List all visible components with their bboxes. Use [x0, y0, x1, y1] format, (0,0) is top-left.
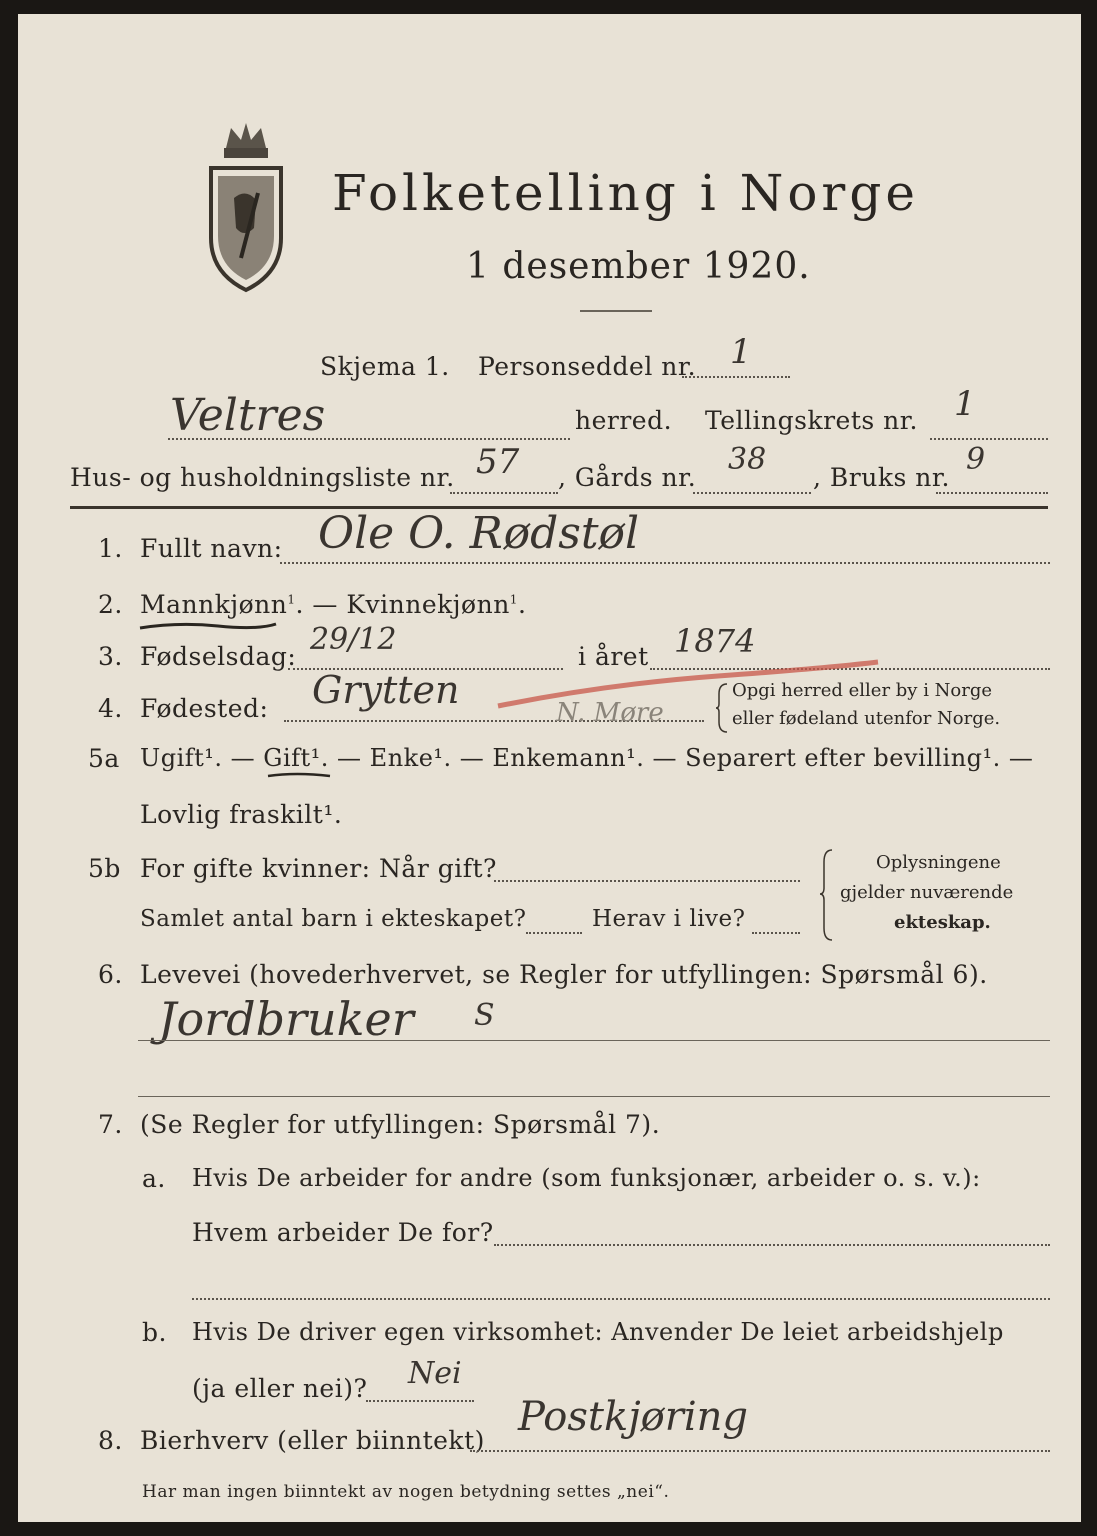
employer-field-line-2: [192, 1298, 1050, 1300]
form-title: Folketelling i Norge: [332, 164, 919, 222]
q5b-number: 5b: [88, 854, 121, 883]
employer-field-line: [494, 1244, 1050, 1246]
hus-label: Hus- og husholdningsliste nr.: [70, 463, 455, 492]
herred-field-line: [168, 438, 570, 440]
bruks-label: , Bruks nr.: [813, 463, 950, 492]
tellingskrets-field-line: [930, 438, 1048, 440]
q7a-question: Hvem arbeider De for?: [192, 1218, 494, 1247]
tellingskrets-label: Tellingskrets nr.: [705, 406, 918, 435]
birth-year-value[interactable]: 1874: [674, 622, 756, 660]
q4-label: Fødested:: [140, 694, 269, 723]
birthplace-region-note: N. Møre: [556, 698, 664, 728]
herred-label: herred.: [575, 406, 673, 435]
q2-number: 2.: [98, 590, 123, 619]
marital-options: Ugift¹. — Gift¹. — Enke¹. — Enkemann¹. — Separert efter bevilling¹. —: [140, 744, 1034, 772]
q8-number: 8.: [98, 1426, 123, 1455]
q6-label: Levevei (hovederhvervet, se Regler for utfyllingen: Spørsmål 6).: [140, 960, 988, 989]
male-underline-mark: [138, 618, 278, 636]
gender-end: .: [517, 590, 527, 619]
q5b-children-total: Samlet antal barn i ekteskapet?: [140, 906, 527, 932]
q7b-question: (ja eller nei)?: [192, 1374, 368, 1403]
q3-number: 3.: [98, 642, 123, 671]
bruks-field-line: [936, 492, 1048, 494]
side-income-field-line: [470, 1450, 1050, 1452]
q5b-note-brace: [818, 848, 834, 942]
birthday-value[interactable]: 29/12: [310, 622, 397, 657]
q4-note-line2: eller fødeland utenfor Norge.: [732, 708, 1001, 729]
personseddel-label: Personseddel nr.: [478, 352, 697, 381]
full-name-value[interactable]: Ole O. Rødstøl: [318, 508, 640, 559]
q4-note-line1: Opgi herred eller by i Norge: [732, 680, 993, 701]
q7-label: (Se Regler for utfyllingen: Spørsmål 7).: [140, 1110, 661, 1139]
q7b-letter: b.: [142, 1318, 167, 1347]
gender-female-option[interactable]: Kvinnekjønn: [346, 590, 510, 619]
hus-field-line: [450, 492, 558, 494]
q5b-note-line2: gjelder nuværende: [840, 882, 1014, 903]
bruks-value[interactable]: 9: [966, 442, 986, 477]
occupation-line-1: [138, 1040, 1050, 1041]
coat-of-arms-icon: [196, 118, 296, 298]
birth-year-label: i året: [578, 642, 649, 671]
q3-label: Fødselsdag:: [140, 642, 297, 671]
footer-note: Har man ingen biinntekt av nogen betydning settes „nei“.: [142, 1482, 670, 1502]
gender-options: [140, 590, 526, 619]
q1-label: Fullt navn:: [140, 534, 283, 563]
q5b-married-when: For gifte kvinner: Når gift?: [140, 854, 497, 883]
herred-value[interactable]: Veltres: [170, 390, 326, 441]
title-divider: [580, 310, 652, 312]
gards-label: , Gårds nr.: [558, 463, 697, 492]
occupation-line-2: [138, 1096, 1050, 1097]
marital-options-line2: Lovlig fraskilt¹.: [140, 800, 343, 829]
side-income-value[interactable]: Postkjøring: [518, 1394, 748, 1440]
q4-number: 4.: [98, 694, 123, 723]
personseddel-field-line: [682, 376, 790, 378]
q4-note-brace: [715, 682, 729, 734]
hired-help-field-line: [366, 1400, 474, 1402]
q5b-children-alive: Herav i live?: [592, 906, 746, 932]
q7a-letter: a.: [142, 1164, 166, 1193]
occupation-code-mark: S: [474, 998, 495, 1033]
hus-value[interactable]: 57: [476, 442, 520, 482]
q7b-text: Hvis De driver egen virksomhet: Anvender De leiet arbeidshjelp: [192, 1318, 1004, 1346]
q5b-note-line1: Oplysningene: [876, 852, 1001, 873]
children-total-field-line: [526, 932, 582, 934]
gender-separator: . —: [295, 590, 347, 619]
male-footnote-mark: 1: [287, 592, 296, 607]
q6-number: 6.: [98, 960, 123, 989]
birthplace-value[interactable]: Grytten: [312, 668, 460, 712]
q1-number: 1.: [98, 534, 123, 563]
children-alive-field-line: [752, 932, 800, 934]
occupation-value[interactable]: Jordbruker: [158, 992, 414, 1046]
q7a-text: Hvis De arbeider for andre (som funksjonær, arbeider o. s. v.):: [192, 1164, 981, 1192]
female-footnote-mark: 1: [509, 592, 518, 607]
gards-field-line: [693, 492, 811, 494]
q5a-number: 5a: [88, 744, 120, 773]
schema-label: Skjema 1.: [320, 352, 450, 381]
personseddel-value[interactable]: 1: [730, 332, 752, 372]
tellingskrets-value[interactable]: 1: [954, 384, 976, 424]
q8-label: Bierhverv (eller biinntekt): [140, 1426, 485, 1455]
gender-male-option[interactable]: Mannkjønn: [140, 590, 288, 619]
q7-number: 7.: [98, 1110, 123, 1139]
q1-field-line: [280, 562, 1050, 564]
q5b-note-line3: ekteskap.: [894, 912, 991, 933]
hired-help-value[interactable]: Nei: [408, 1356, 462, 1391]
census-form-sheet: [18, 14, 1081, 1522]
married-when-field-line: [494, 880, 800, 882]
gards-value[interactable]: 38: [728, 442, 767, 477]
gift-underline-mark: [266, 770, 332, 782]
census-date: 1 desember 1920.: [466, 246, 811, 287]
